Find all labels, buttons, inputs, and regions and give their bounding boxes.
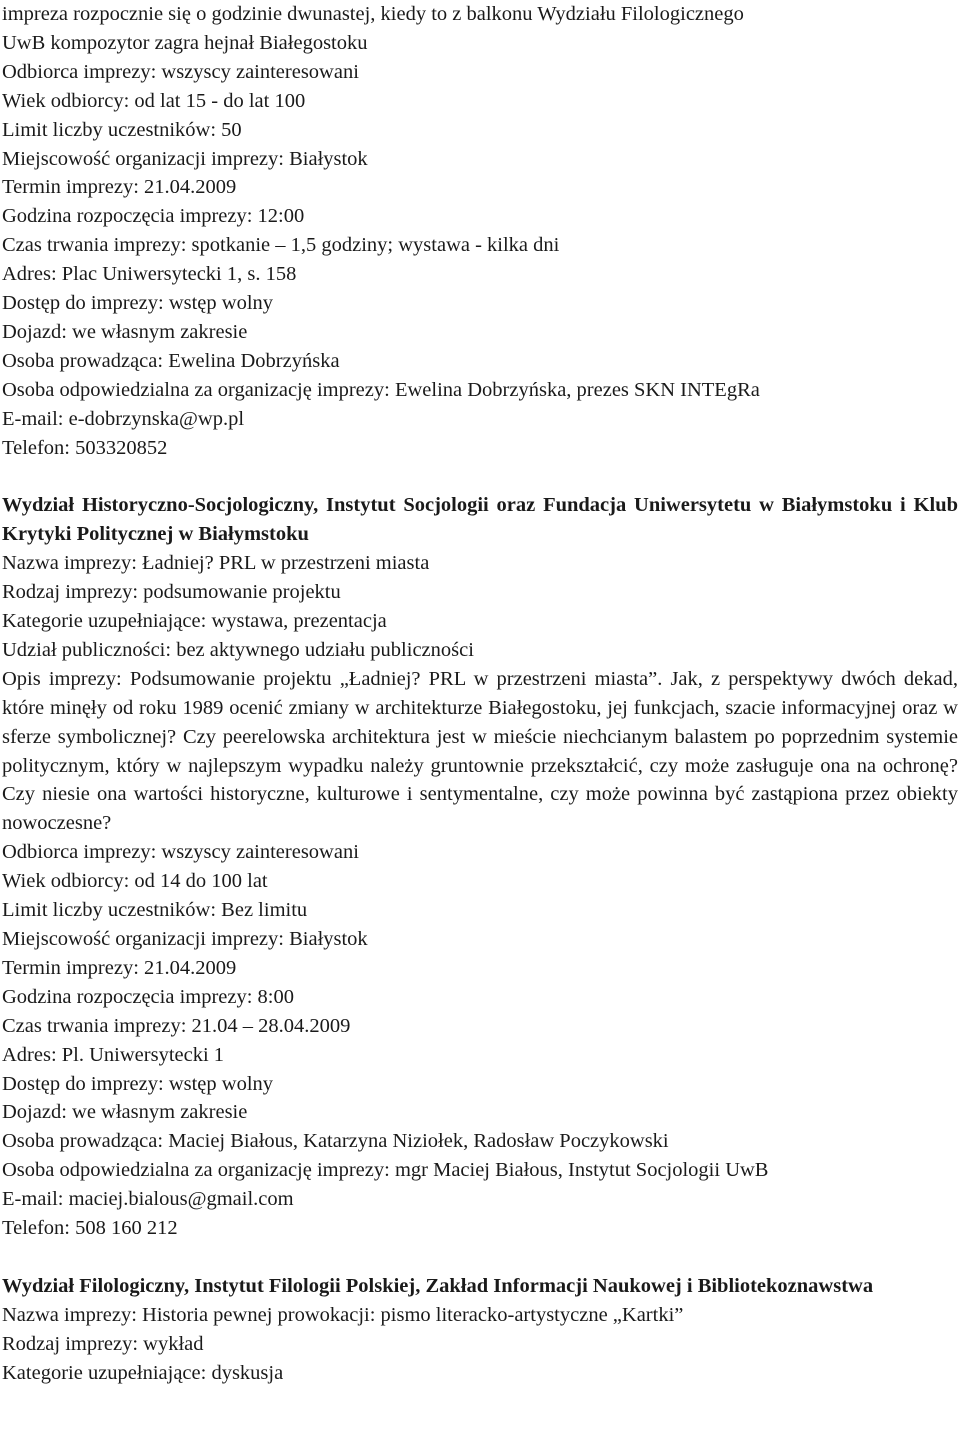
text-line: E-mail: e-dobrzynska@wp.pl	[2, 407, 245, 430]
section-heading: Wydział Filologiczny, Instytut Filologii Polskiej, Zakład Informacji Naukowej i Bibliotekoznawstwa	[2, 1274, 874, 1297]
text-line: E-mail: maciej.bialous@gmail.com	[2, 1188, 294, 1211]
text-line: Telefon: 503320852	[2, 436, 168, 459]
text-line: Adres: Pl. Uniwersytecki 1	[2, 1043, 225, 1066]
text-line: Dostęp do imprezy: wstęp wolny	[2, 292, 274, 315]
section-gap	[2, 1243, 958, 1272]
text-line: Odbiorca imprezy: wszyscy zainteresowani	[2, 60, 359, 83]
text-line: Telefon: 508 160 212	[2, 1217, 178, 1240]
text-line: Miejscowość organizacji imprezy: Białystok	[2, 147, 368, 170]
event-section-socjologia	[2, 491, 958, 1243]
text-line: Osoba odpowiedzialna za organizację imprezy: Ewelina Dobrzyńska, prezes SKN INTEgRa	[2, 378, 760, 401]
text-line: Dostęp do imprezy: wstęp wolny	[2, 1072, 274, 1095]
text-line: Osoba odpowiedzialna za organizację imprezy: mgr Maciej Białous, Instytut Socjologii UwB	[2, 1159, 769, 1182]
text-line: Rodzaj imprezy: podsumowanie projektu	[2, 581, 341, 604]
text-line: Osoba prowadząca: Ewelina Dobrzyńska	[2, 349, 340, 372]
text-line: Rodzaj imprezy: wykład	[2, 1332, 204, 1355]
text-line: Udział publiczności: bez aktywnego udziału publiczności	[2, 638, 474, 661]
section-heading: Wydział Historyczno-Socjologiczny, Instytut Socjologii oraz Fundacja Uniwersytetu w Białymstoku i Klub Krytyki Politycznej w Białymstoku	[2, 494, 958, 546]
text-line: Wiek odbiorcy: od 14 do 100 lat	[2, 870, 268, 893]
text-line: Limit liczby uczestników: 50	[2, 118, 242, 141]
text-line: Nazwa imprezy: Ładniej? PRL w przestrzeni miasta	[2, 552, 430, 575]
text-line: UwB kompozytor zagra hejnał Białegostoku	[2, 31, 368, 54]
text-line: Godzina rozpoczęcia imprezy: 8:00	[2, 985, 294, 1008]
text-line: impreza rozpocznie się o godzinie dwunastej, kiedy to z balkonu Wydziału Filologicznego	[2, 3, 744, 25]
text-line: Kategorie uzupełniające: wystawa, prezentacja	[2, 610, 387, 633]
text-line: Adres: Plac Uniwersytecki 1, s. 158	[2, 263, 297, 286]
text-line: Dojazd: we własnym zakresie	[2, 1101, 248, 1124]
text-line: Nazwa imprezy: Historia pewnej prowokacji: pismo literacko-artystyczne „Kartki”	[2, 1303, 684, 1326]
text-line: Osoba prowadząca: Maciej Białous, Katarzyna Niziołek, Radosław Poczykowski	[2, 1130, 669, 1153]
event-description: Opis imprezy: Podsumowanie projektu „Ładniej? PRL w przestrzeni miasta”. Jak, z perspektywy dwóch dekad, które minęły od roku 1989 ocenić zmiany w architekturze Białegostoku, jej funkcjach, szacie informacyjnej oraz w sferze symbolicznej? Czy peerelowska architektura jest w mieście niechcianym balastem po poprzednim systemie politycznym, który w najlepszym wypadku należy gruntownie przekształcić, czy może zasługuje ona na ochronę? Czy niesie ona wartości historyczne, kulturowe i sentymentalne, czy może powinna być zastąpiona przez obiekty nowoczesne?	[2, 667, 958, 835]
text-line: Odbiorca imprezy: wszyscy zainteresowani	[2, 841, 359, 864]
text-line: Termin imprezy: 21.04.2009	[2, 176, 237, 199]
text-line: Termin imprezy: 21.04.2009	[2, 956, 237, 979]
text-line: Czas trwania imprezy: spotkanie – 1,5 godziny; wystawa - kilka dni	[2, 234, 560, 257]
text-line: Wiek odbiorcy: od lat 15 - do lat 100	[2, 89, 306, 112]
event-block-continued	[2, 0, 958, 463]
text-line: Czas trwania imprezy: 21.04 – 28.04.2009	[2, 1014, 351, 1037]
text-line: Godzina rozpoczęcia imprezy: 12:00	[2, 205, 305, 228]
event-section-filologia	[2, 1272, 958, 1388]
text-line: Dojazd: we własnym zakresie	[2, 320, 248, 343]
text-line: Limit liczby uczestników: Bez limitu	[2, 899, 308, 922]
text-line: Kategorie uzupełniające: dyskusja	[2, 1361, 284, 1384]
text-line: Miejscowość organizacji imprezy: Białystok	[2, 927, 368, 950]
section-gap	[2, 463, 958, 492]
